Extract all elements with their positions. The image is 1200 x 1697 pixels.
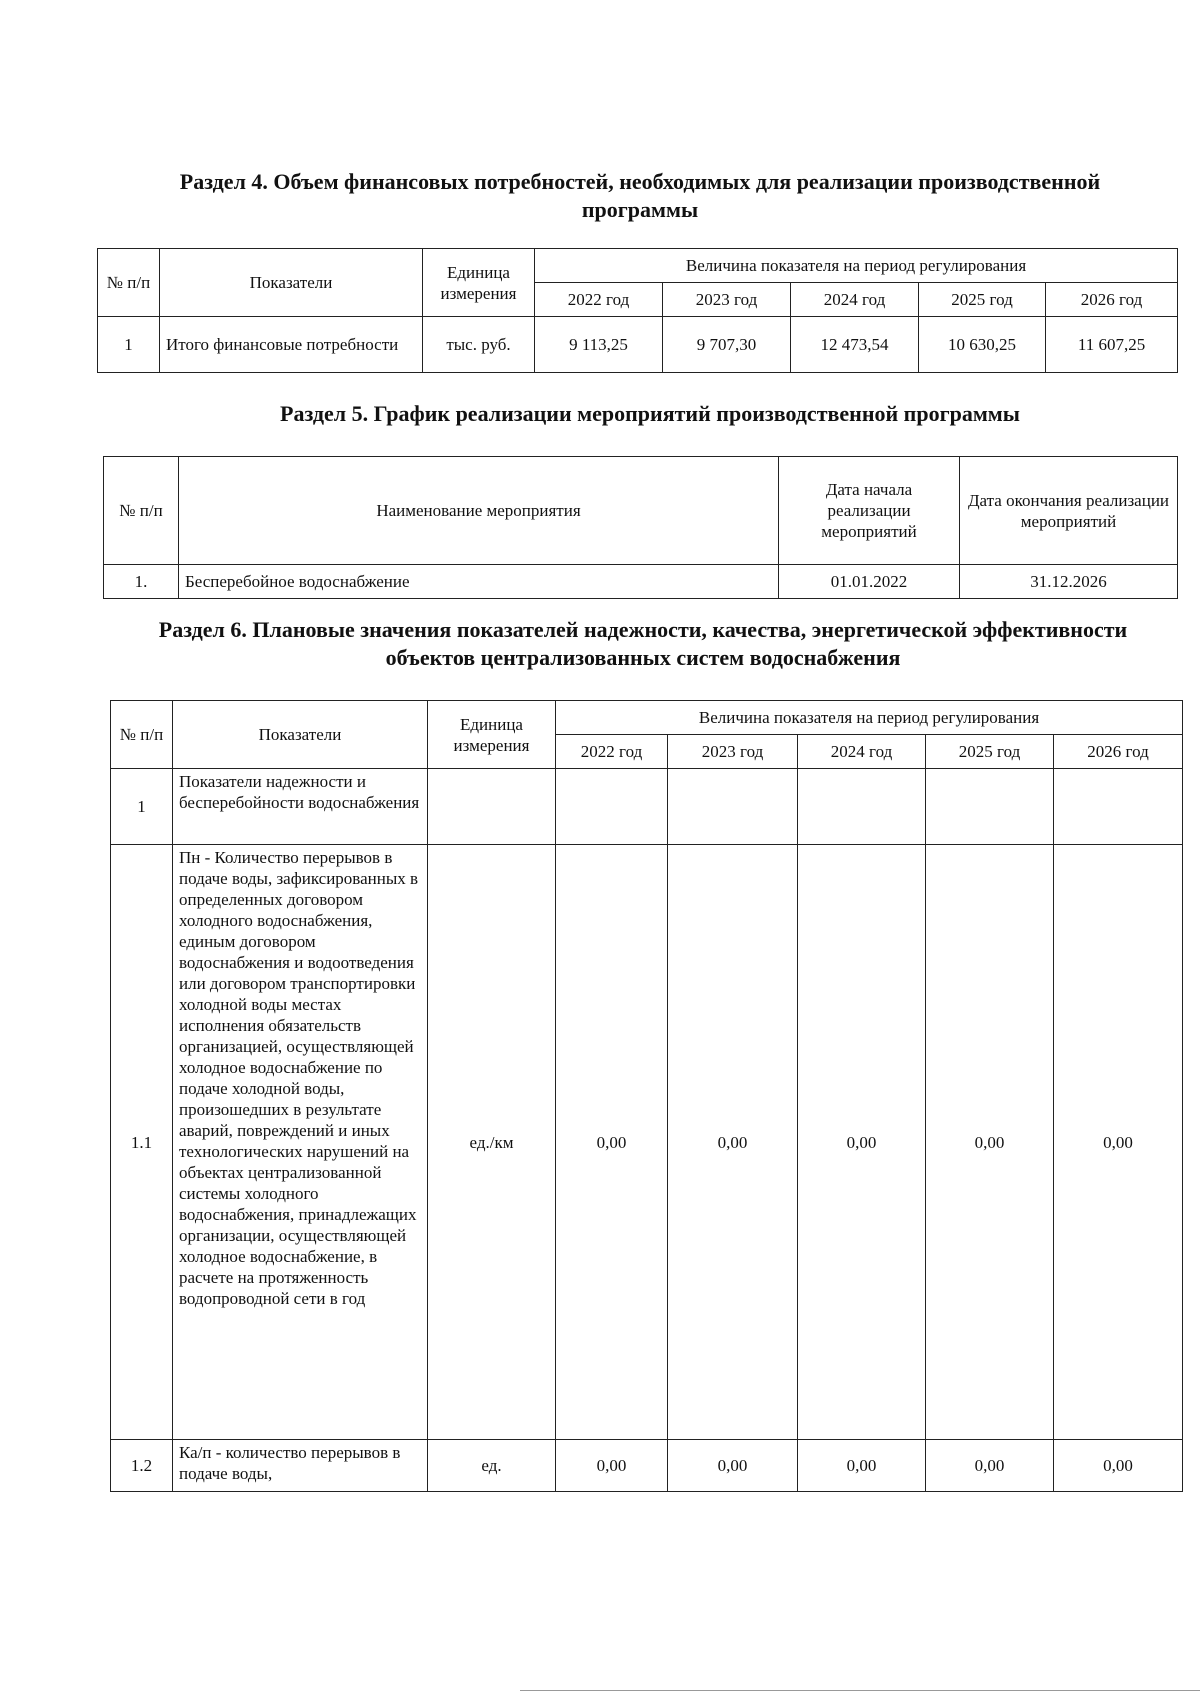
row-num: 1.1 xyxy=(111,845,173,1440)
row-value: 0,00 xyxy=(668,1440,798,1492)
section4-table xyxy=(97,248,1178,373)
header-year: 2025 год xyxy=(919,283,1046,317)
section5-title: Раздел 5. График реализации мероприятий производственной программы xyxy=(280,401,1020,426)
header-year: 2023 год xyxy=(663,283,791,317)
header-year: 2024 год xyxy=(798,735,926,769)
header-num: № п/п xyxy=(111,701,173,769)
header-activity: Наименование мероприятия xyxy=(179,457,779,565)
header-year: 2026 год xyxy=(1054,735,1183,769)
header-period: Величина показателя на период регулирования xyxy=(556,701,1183,735)
row-unit: ед./км xyxy=(428,845,556,1440)
row-name: Итого финансовые потребности xyxy=(160,317,423,373)
row-value: 0,00 xyxy=(1054,845,1183,1440)
section5-table xyxy=(103,456,1178,599)
row-num: 1 xyxy=(111,769,173,845)
row-num: 1.2 xyxy=(111,1440,173,1492)
table-row xyxy=(98,317,1178,373)
header-year: 2022 год xyxy=(556,735,668,769)
header-period: Величина показателя на период регулирования xyxy=(535,249,1178,283)
row-name: Показатели надежности и бесперебойности водоснабжения xyxy=(173,769,428,845)
row-value: 11 607,25 xyxy=(1046,317,1178,373)
row-value: 0,00 xyxy=(926,845,1054,1440)
header-indicator: Показатели xyxy=(173,701,428,769)
row-value: 0,00 xyxy=(556,845,668,1440)
row-value: 0,00 xyxy=(798,1440,926,1492)
table-row xyxy=(104,565,1178,599)
header-end-date: Дата окончания реализации мероприятий xyxy=(960,457,1178,565)
row-value: 0,00 xyxy=(1054,1440,1183,1492)
header-year: 2025 год xyxy=(926,735,1054,769)
header-start-date: Дата начала реализации мероприятий xyxy=(779,457,960,565)
row-value: 0,00 xyxy=(926,1440,1054,1492)
row-value: 0,00 xyxy=(556,1440,668,1492)
row-name: Пн - Количество перерывов в подаче воды, зафиксированных в определенных договором холодного водоснабжения, единым договором водоснабжения и водоотведения или договором транспортировки холодной воды местах исполнения обязательств организацией, осуществляющей холодное водоснабжение по подаче холодной воды, произошедших в результате аварий, повреждений и иных технологических нарушений на объектах централизованной системы холодного водоснабжения, принадлежащих организации, осуществляющей холодное водоснабжение, в расчете на протяженность водопроводной сети в год xyxy=(173,845,428,1440)
row-num: 1 xyxy=(98,317,160,373)
row-name: Бесперебойное водоснабжение xyxy=(179,565,779,599)
row-unit: ед. xyxy=(428,1440,556,1492)
table-row xyxy=(111,845,1183,1440)
row-unit xyxy=(428,769,556,845)
row-value xyxy=(556,769,668,845)
section4-title: Раздел 4. Объем финансовых потребностей, необходимых для реализации производственной программы xyxy=(179,169,1101,222)
page-bottom-rule xyxy=(520,1690,1200,1691)
header-year: 2026 год xyxy=(1046,283,1178,317)
row-unit: тыс. руб. xyxy=(423,317,535,373)
section6-table xyxy=(110,700,1183,1492)
row-num: 1. xyxy=(104,565,179,599)
row-value: 9 707,30 xyxy=(663,317,791,373)
row-value: 9 113,25 xyxy=(535,317,663,373)
row-value xyxy=(1054,769,1183,845)
header-num: № п/п xyxy=(104,457,179,565)
table-row xyxy=(111,1440,1183,1492)
row-start-date: 01.01.2022 xyxy=(779,565,960,599)
row-value xyxy=(926,769,1054,845)
header-unit: Единица измерения xyxy=(423,249,535,317)
row-value xyxy=(798,769,926,845)
row-value xyxy=(668,769,798,845)
header-year: 2023 год xyxy=(668,735,798,769)
header-indicator: Показатели xyxy=(160,249,423,317)
header-year: 2022 год xyxy=(535,283,663,317)
table-row xyxy=(111,769,1183,845)
header-year: 2024 год xyxy=(791,283,919,317)
row-name: Ка/п - количество перерывов в подаче воды, xyxy=(173,1440,428,1492)
row-value: 0,00 xyxy=(798,845,926,1440)
row-end-date: 31.12.2026 xyxy=(960,565,1178,599)
header-num: № п/п xyxy=(98,249,160,317)
row-value: 12 473,54 xyxy=(791,317,919,373)
section6-title: Раздел 6. Плановые значения показателей надежности, качества, энергетической эффективности объектов централизованных систем водоснабжения xyxy=(158,617,1128,670)
row-value: 10 630,25 xyxy=(919,317,1046,373)
header-unit: Единица измерения xyxy=(428,701,556,769)
row-value: 0,00 xyxy=(668,845,798,1440)
